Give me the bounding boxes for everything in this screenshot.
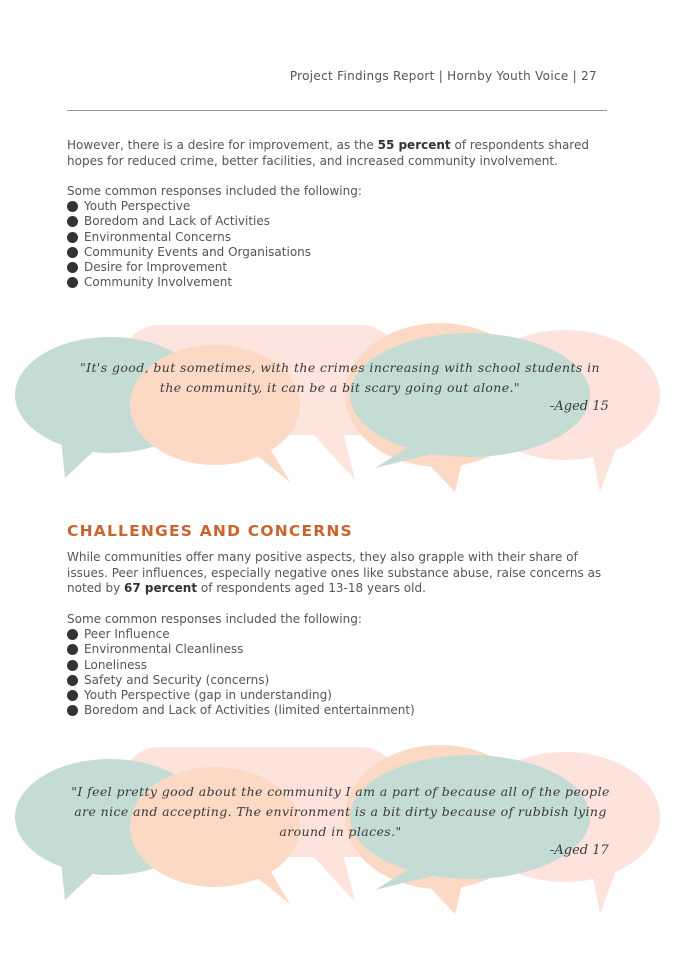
bullet-icon (67, 675, 78, 686)
quote-text-2: "I feel pretty good about the community I am a part of because all of the people are nice and accepting. The environment is a bit dirty because of rubbish lying around in places." (71, 784, 610, 839)
list-item: Desire for Improvement (67, 260, 311, 275)
bullet-icon (67, 277, 78, 288)
list-item: Loneliness (67, 658, 415, 673)
quote-attribution-1: -Aged 15 (550, 399, 609, 414)
section1-list (67, 199, 311, 291)
stat-67-percent: 67 percent (124, 581, 198, 595)
bullet-icon (67, 629, 78, 640)
section1-paragraph: However, there is a desire for improvement, as the 55 percent of respondents shared hopes for reduced crime, better facilities, and increased community involvement. (67, 138, 589, 168)
list-item: Youth Perspective (67, 199, 311, 214)
list-item: Youth Perspective (gap in understanding) (67, 688, 415, 703)
section2-list (67, 627, 415, 719)
section2-list-intro: Some common responses included the following: (67, 612, 362, 626)
bullet-icon (67, 262, 78, 273)
section-heading: CHALLENGES AND CONCERNS (67, 522, 353, 540)
bullet-icon (67, 216, 78, 227)
quote-text-1: "It's good, but sometimes, with the crimes increasing with school students in the community, it can be a bit scary going out alone." (80, 360, 600, 395)
header-divider (67, 110, 607, 111)
bullet-icon (67, 201, 78, 212)
bullet-icon (67, 247, 78, 258)
bullet-icon (67, 705, 78, 716)
list-item: Boredom and Lack of Activities (limited entertainment) (67, 703, 415, 718)
section2-paragraph: While communities offer many positive aspects, they also grapple with their share of issues. Peer influences, especially negative ones like substance abuse, raise concerns as noted by 67 percent of respondents aged 13-18 years old. (67, 550, 602, 595)
list-item: Boredom and Lack of Activities (67, 214, 311, 229)
list-item: Community Events and Organisations (67, 245, 311, 260)
list-item: Environmental Cleanliness (67, 642, 415, 657)
section1-list-intro: Some common responses included the following: (67, 184, 362, 198)
bullet-icon (67, 644, 78, 655)
bullet-icon (67, 232, 78, 243)
bullet-icon (67, 690, 78, 701)
stat-55-percent: 55 percent (377, 138, 451, 152)
page-header: Project Findings Report | Hornby Youth Voice | 27 (289, 69, 597, 83)
list-item: Community Involvement (67, 275, 311, 290)
list-item: Safety and Security (concerns) (67, 673, 415, 688)
quote-attribution-2: -Aged 17 (550, 843, 609, 858)
bullet-icon (67, 660, 78, 671)
list-item: Environmental Concerns (67, 230, 311, 245)
list-item: Peer Influence (67, 627, 415, 642)
